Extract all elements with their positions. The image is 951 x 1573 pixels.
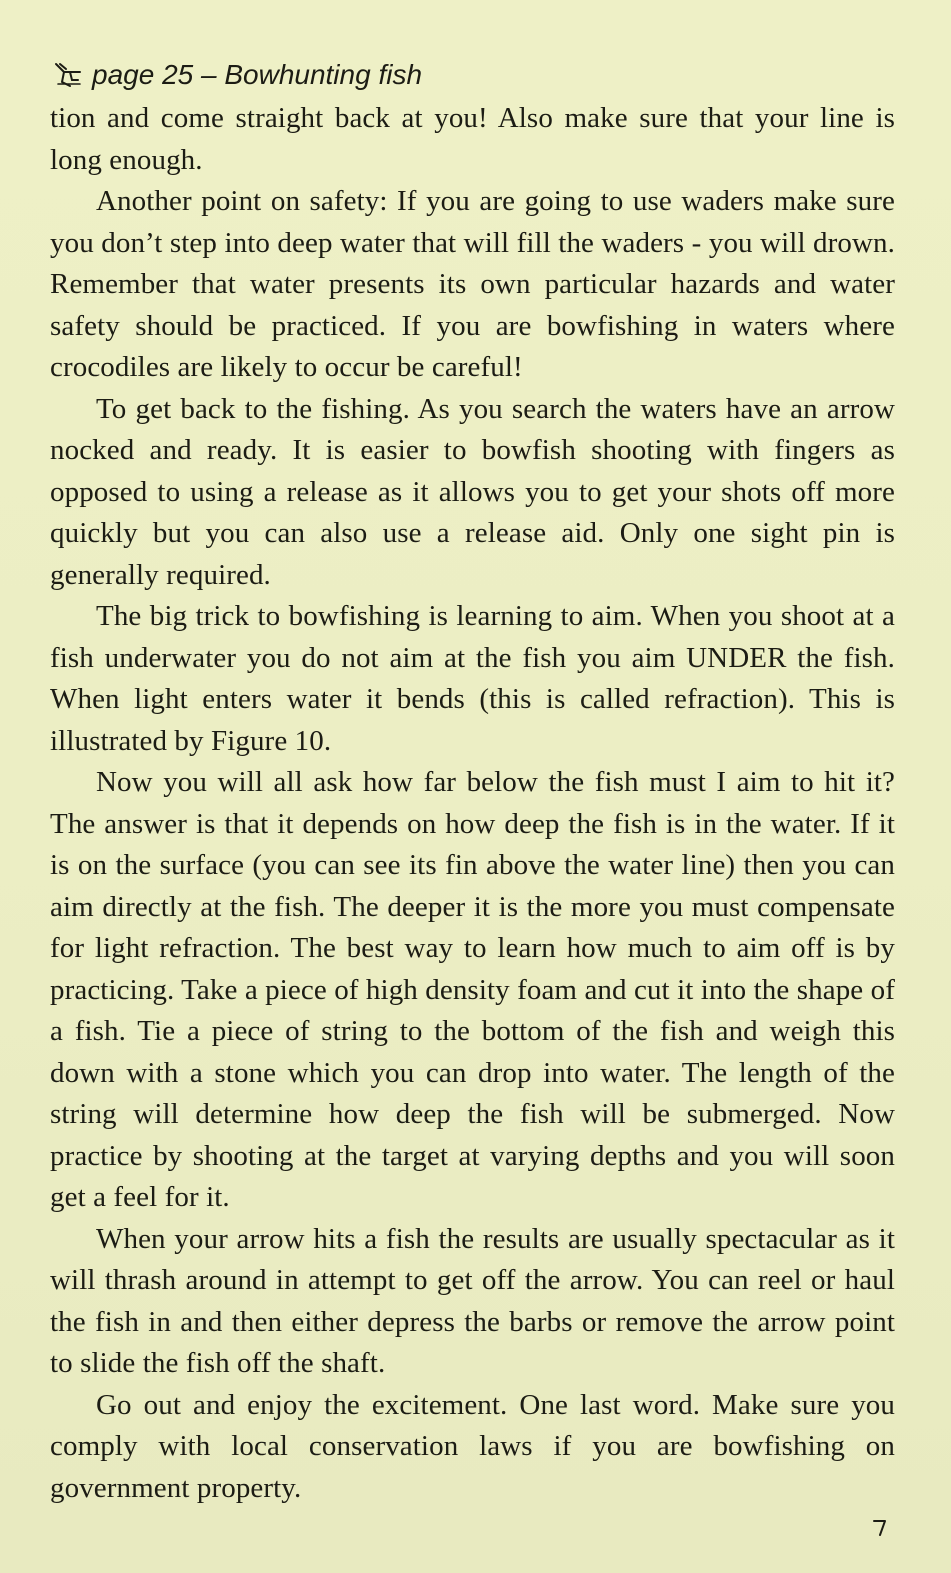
paragraph: Now you will all ask how far below the fish must I aim to hit it? The answer is that it depends on how deep the fish is in the water. If it is on the surface (you can see its fin above the water line) then you can aim directly at the fish. The deeper it is the more you must compensate for light refraction. The best way to learn how much to aim off is by practicing. Take a piece of high density foam and cut it into the shape of a fish. Tie a piece of string to the bottom of the fish and weigh this down with a stone which you can drop into water. The length of the string will determine how deep the fish will be submerged. Now practice by shooting at the target at varying depths and you will soon get a feel for it. (50, 766, 895, 1213)
archer-icon (50, 60, 90, 90)
paragraph: Go out and enjoy the excitement. One last word. Make sure you comply with local conservation laws if you are bowfishing on government property. (50, 1388, 895, 1504)
paragraph: To get back to the fishing. As you search the waters have an arrow nocked and ready. It is easier to bowfish shooting with fingers as opposed to using a release as it allows you to get your shots off more quickly but you can also use a release aid. Only one sight pin is generally required. (50, 392, 895, 591)
page-header-label: page 25 – Bowhunting fish (92, 59, 423, 90)
end-mark-icon (871, 1517, 891, 1539)
paragraph: When your arrow hits a fish the results are usually spectacular as it will thrash around in attempt to get off the arrow. You can reel or haul the fish in and then either depress the barbs or remove the arrow point to slide the fish off the shaft. (50, 1222, 895, 1379)
paragraph: Another point on safety: If you are going to use waders make sure you don’t step into deep water that will fill the waders - you will drown. Remember that water presents its own particular hazards and water safety should be practiced. If you are bowfishing in waters where crocodiles are likely to occur be careful! (50, 185, 895, 383)
page-header (50, 52, 895, 98)
paragraph: tion and come straight back at you! Also make sure that your line is long enough. (50, 102, 895, 176)
body-text (50, 98, 895, 1509)
paragraph: The big trick to bowfishing is learning to aim. When you shoot at a fish underwater you do not aim at the fish you aim UNDER the fish. When light enters water it bends (this is called refraction). This is illustrated by Figure 10. (50, 600, 895, 757)
